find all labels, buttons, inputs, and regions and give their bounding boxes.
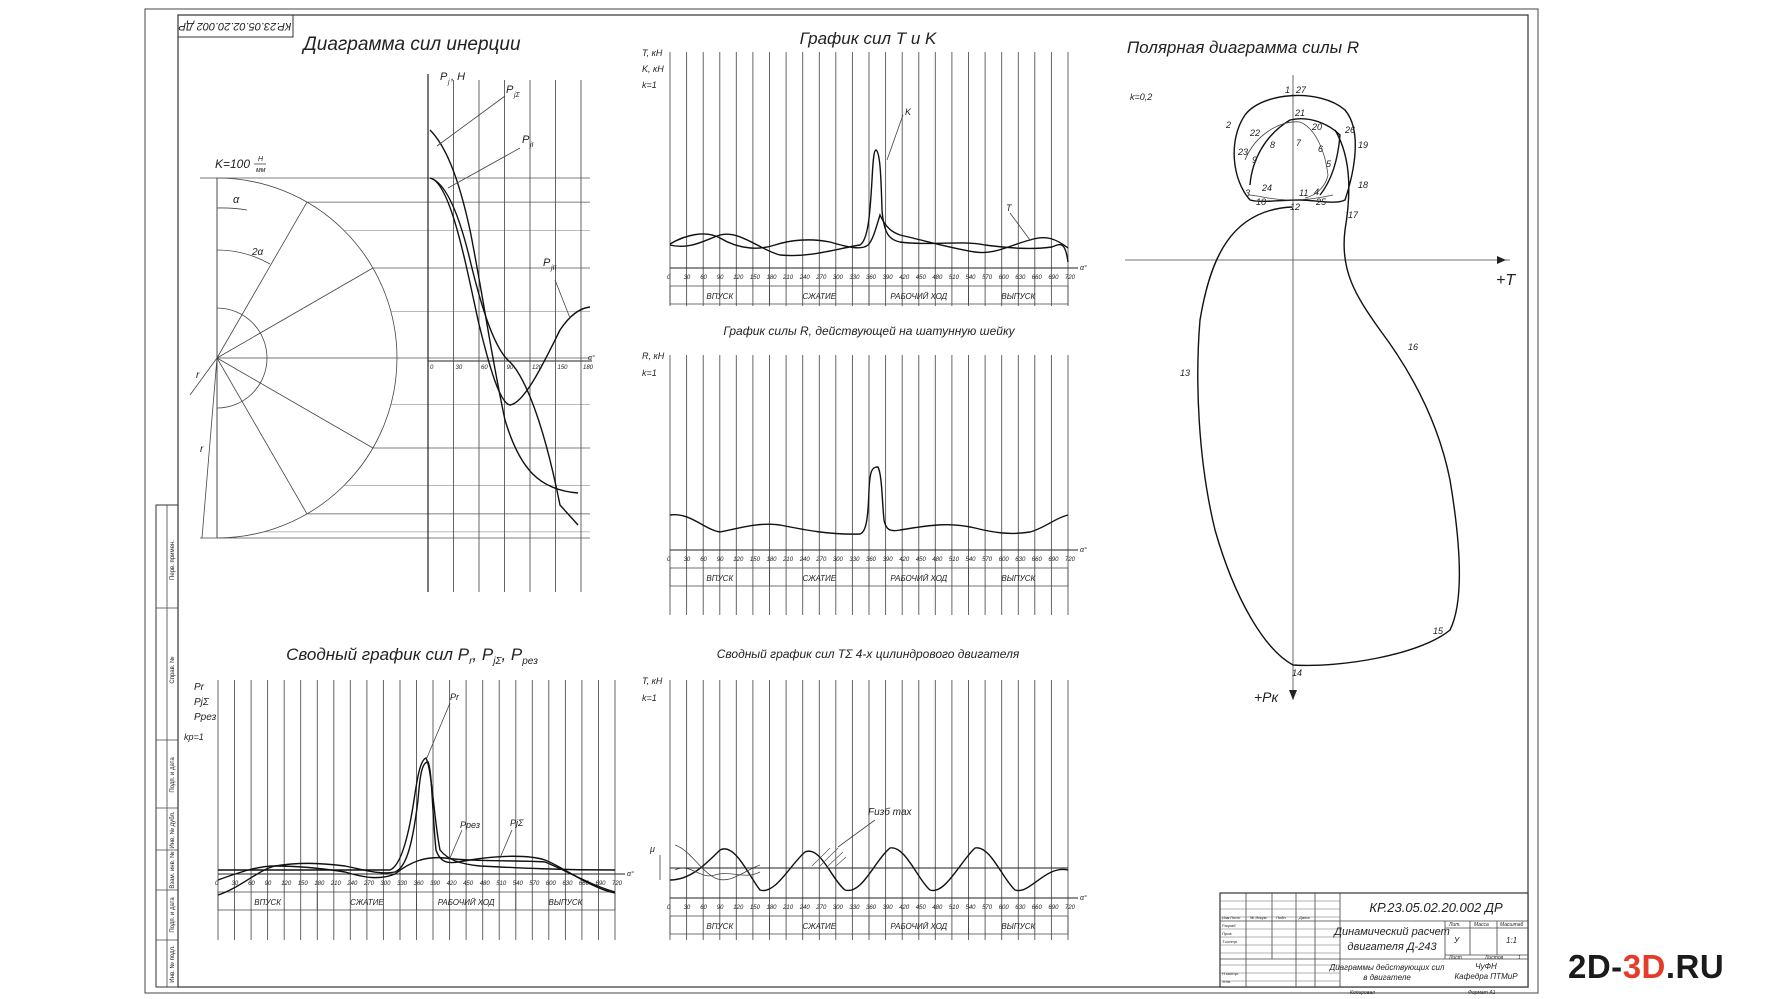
summary-axis-end: α°	[627, 871, 634, 878]
tb-role-nkontr: Н.контр.	[1222, 971, 1239, 976]
tk-tick: 630	[1015, 275, 1026, 281]
polar-pt-2: 2	[1226, 120, 1232, 130]
summary-phase: ВПУСК	[254, 898, 281, 907]
t4-ylabel-t: T, кН	[642, 676, 663, 686]
tk-tick: 540	[965, 275, 976, 281]
side-stamp-4: Инв. № дубл.	[170, 811, 176, 849]
summary-tick: 480	[479, 881, 490, 887]
r-ylabel-scale: k=1	[642, 368, 657, 378]
r-tick: 240	[799, 557, 810, 563]
tb-name1: Динамический расчет	[1334, 926, 1450, 938]
t4-tick: 120	[733, 905, 744, 911]
summary-tick: 540	[512, 881, 523, 887]
summary-title: Сводный график сил $P_r$, $P_{j\Sigma}$, $P_{рез}$	[286, 645, 538, 667]
tb-sheet-label: Лист	[1449, 955, 1462, 961]
tk-phase: ВЫПУСК	[1001, 292, 1036, 301]
tb-org1: ЧуФН	[1475, 962, 1497, 971]
inertia-r2: r	[200, 444, 204, 455]
tb-sheets: 1	[1518, 955, 1521, 961]
tb-scale: 1:1	[1506, 936, 1518, 945]
inertia-k-label: K=100	[215, 157, 251, 171]
tk-phase: СЖАТИЕ	[802, 292, 837, 301]
side-stamp-1: Перв. примен.	[170, 540, 176, 580]
code-stamp-text: КР.23.05.02.20.002 ДР	[178, 20, 292, 33]
summary-tick: 120	[281, 881, 292, 887]
inertia-tick: 150	[557, 365, 568, 371]
summary-tick: 300	[380, 881, 391, 887]
r-phase: ВЫПУСК	[1001, 574, 1036, 583]
tk-tick: 600	[998, 275, 1009, 281]
polar-pt-4: 4	[1314, 187, 1320, 197]
watermark-left: 2D-	[1568, 948, 1623, 985]
polar-pt-20: 20	[1312, 122, 1323, 132]
watermark-right: .RU	[1665, 948, 1725, 985]
polar-title: Полярная диаграмма силы R	[1126, 38, 1360, 57]
polar-pt-10: 10	[1256, 197, 1267, 207]
watermark-mid: 3D	[1622, 948, 1666, 985]
t4-phase: ВЫПУСК	[1001, 922, 1036, 931]
tk-ylabel-t: T, кН	[642, 48, 663, 58]
tb-name2: двигателя Д-243	[1347, 941, 1437, 953]
tk-title: График сил T и K	[799, 29, 937, 48]
tb-scale-h: Масштаб	[1500, 922, 1524, 928]
inertia-tick: 180	[583, 365, 594, 371]
r-tick: 450	[915, 557, 926, 563]
t4-tick: 570	[982, 905, 993, 911]
t4-mu-label: μ	[650, 844, 655, 854]
summary-tick: 240	[347, 881, 358, 887]
t4-tick: 330	[849, 905, 860, 911]
summary-ylabel-pres: Pрез	[194, 712, 217, 723]
r-tick: 90	[716, 557, 724, 563]
r-phase: ВПУСК	[706, 574, 734, 583]
tb-copied: Копировал	[1350, 990, 1375, 996]
r-tick: 270	[816, 557, 827, 563]
r-tick: 360	[866, 557, 877, 563]
summary-tick: 0	[215, 881, 219, 887]
polar-pt-27: 27	[1296, 85, 1307, 95]
r-tick: 660	[1031, 557, 1042, 563]
t4-tick: 90	[716, 905, 724, 911]
title-block	[1220, 893, 1528, 996]
summary-tick: 660	[578, 881, 589, 887]
inertia-k-unit-den: мм	[256, 167, 266, 174]
t4-axis-end: α°	[1080, 895, 1087, 902]
summary-ylabel-scale: kp=1	[184, 732, 204, 742]
polar-k-label: k=0,2	[1130, 92, 1153, 102]
tb-code: КР.23.05.02.20.002 ДР	[1369, 900, 1503, 915]
r-tick: 330	[849, 557, 860, 563]
r-axis-end: α°	[1080, 547, 1087, 554]
tk-ylabel-scale: k=1	[642, 80, 657, 90]
r-tick: 300	[832, 557, 843, 563]
tb-sheets-label: Листов	[1485, 955, 1504, 961]
inertia-axis-end: α°	[588, 355, 595, 362]
inertia-tick: 60	[481, 365, 488, 371]
r-tick: 0	[667, 557, 671, 563]
tk-tick: 240	[799, 275, 810, 281]
t4-title: Сводный график сил TΣ 4-х цилиндрового двигателя	[716, 647, 1020, 661]
outer-frame	[145, 9, 1538, 993]
tk-curve-t-label: T	[1006, 203, 1012, 213]
tb-org2: Кафедра ПТМиР	[1454, 972, 1518, 981]
tk-tick: 660	[1031, 275, 1042, 281]
tb-row-date: Дата	[1299, 915, 1310, 920]
summary-tick: 420	[446, 881, 457, 887]
r-tick: 690	[1048, 557, 1059, 563]
tk-tick: 390	[882, 275, 893, 281]
side-stamp-5: Взам. инв. №	[170, 851, 176, 889]
r-tick: 390	[882, 557, 893, 563]
r-tick: 180	[766, 557, 777, 563]
tk-tick: 450	[915, 275, 926, 281]
tk-tick: 420	[899, 275, 910, 281]
site-watermark	[1568, 948, 1724, 986]
r-tick: 600	[998, 557, 1009, 563]
polar-pt-23: 23	[1238, 147, 1249, 157]
inertia-pj-axis: P	[440, 71, 448, 83]
polar-pt-5: 5	[1326, 159, 1332, 169]
polar-pt-14: 14	[1292, 668, 1303, 678]
summary-phase: СЖАТИЕ	[350, 898, 384, 907]
tk-phase: РАБОЧИЙ ХОД	[890, 292, 948, 301]
r-tick: 480	[932, 557, 943, 563]
polar-pt-19: 19	[1358, 140, 1369, 150]
summary-curve-pr-label: Pr	[450, 692, 459, 702]
tb-role-prov: Пров.	[1222, 931, 1233, 936]
tk-tick: 330	[849, 275, 860, 281]
tk-tick: 720	[1065, 275, 1076, 281]
t4-tick: 0	[667, 905, 671, 911]
tb-sheet-name1: Диаграммы действующих сил	[1329, 963, 1445, 972]
t4-tick: 600	[998, 905, 1009, 911]
summary-tick: 570	[529, 881, 540, 887]
polar-pt-11: 11	[1299, 188, 1309, 198]
inertia-r1: r	[196, 370, 200, 381]
summary-tick: 30	[231, 881, 239, 887]
tk-tick: 120	[733, 275, 744, 281]
t4-phase: ВПУСК	[706, 922, 734, 931]
polar-pt-26: 26	[1345, 125, 1356, 135]
t4-tick: 540	[965, 905, 976, 911]
summary-tick: 510	[496, 881, 507, 887]
r-ylabel-r: R, кН	[642, 351, 665, 361]
r-tick: 630	[1015, 557, 1026, 563]
r-tick: 60	[700, 557, 707, 563]
inertia-pj-axis-tail: , Н	[451, 71, 466, 83]
polar-pt-24: 24	[1262, 183, 1273, 193]
tb-row-sign: Подп.	[1276, 915, 1287, 920]
summary-curve-pjs-label: PjΣ	[510, 818, 524, 828]
tb-lit-h: Лит.	[1449, 922, 1461, 928]
r-tick: 510	[948, 557, 959, 563]
summary-tick: 60	[248, 881, 255, 887]
polar-pt-6: 6	[1318, 144, 1324, 154]
inertia-title: Диаграмма сил инерции	[303, 34, 521, 55]
tk-tick: 180	[766, 275, 777, 281]
polar-axis-pk: +Pк	[1254, 689, 1279, 705]
r-phase: СЖАТИЕ	[802, 574, 837, 583]
tk-ylabel-k: K, кН	[642, 64, 664, 74]
tk-tick: 570	[982, 275, 993, 281]
t4-tick: 660	[1031, 905, 1042, 911]
t4-f-label: Fизб max	[868, 807, 912, 818]
r-phase: РАБОЧИЙ ХОД	[890, 574, 948, 583]
inertia-tick: 0	[430, 365, 434, 371]
polar-pt-16: 16	[1408, 342, 1419, 352]
t4-phase: СЖАТИЕ	[802, 922, 837, 931]
polar-pt-12: 12	[1290, 202, 1301, 212]
t4-tick: 210	[783, 905, 794, 911]
polar-pt-8: 8	[1270, 140, 1276, 150]
t4-tick: 390	[882, 905, 893, 911]
polar-pt-9: 9	[1252, 155, 1258, 165]
tk-tick: 480	[932, 275, 943, 281]
polar-pt-7: 7	[1296, 138, 1302, 148]
r-tick: 120	[733, 557, 744, 563]
t4-tick: 450	[915, 905, 926, 911]
summary-phase: РАБОЧИЙ ХОД	[437, 898, 495, 907]
tb-role-utv: Утв.	[1222, 979, 1232, 984]
polar-pt-13: 13	[1180, 368, 1191, 378]
tk-tick: 360	[866, 275, 877, 281]
tb-row-doc: № докум.	[1250, 915, 1268, 920]
inertia-pj-axis-sub: j	[448, 79, 450, 86]
r-tick: 210	[783, 557, 794, 563]
inertia-k-unit-num: Н	[258, 156, 264, 163]
t4-tick: 360	[866, 905, 877, 911]
tb-row-list: Лист	[1230, 915, 1241, 920]
polar-pt-18: 18	[1358, 180, 1369, 190]
summary-tick: 360	[413, 881, 424, 887]
t4-tick: 30	[683, 905, 691, 911]
inertia-tick: 30	[455, 365, 463, 371]
tb-role-razrab: Разраб.	[1222, 923, 1237, 928]
tb-format: Формат А1	[1468, 990, 1496, 996]
polar-axis-t: +T	[1496, 272, 1516, 289]
tb-role-tkontr: Т.контр.	[1222, 939, 1239, 944]
summary-tick: 630	[562, 881, 573, 887]
summary-tick: 450	[463, 881, 474, 887]
polar-pt-1: 1	[1285, 85, 1291, 95]
summary-ylabel-pjs: PjΣ	[194, 697, 209, 708]
tk-axis-end: α°	[1080, 265, 1087, 272]
summary-tick: 720	[612, 881, 623, 887]
inertia-curve-pj2-sub: jII	[551, 265, 557, 272]
tk-tick: 210	[783, 275, 794, 281]
summary-tick: 330	[397, 881, 408, 887]
r-tick: 420	[899, 557, 910, 563]
summary-tick: 690	[595, 881, 606, 887]
side-stamp-7: Инв. № подл.	[170, 945, 176, 983]
t4-tick: 270	[816, 905, 827, 911]
inertia-alpha: α	[233, 194, 240, 206]
summary-tick: 90	[264, 881, 272, 887]
inertia-curve-pj1-sub: jI	[530, 142, 534, 149]
summary-tick: 270	[363, 881, 374, 887]
summary-curve-pres-label: Pрез	[460, 820, 481, 830]
tk-tick: 30	[683, 275, 691, 281]
inertia-curve-psum-sub: jΣ	[514, 92, 520, 99]
tk-tick: 90	[716, 275, 724, 281]
summary-tick: 180	[314, 881, 325, 887]
polar-pt-22: 22	[1250, 128, 1261, 138]
tk-tick: 690	[1048, 275, 1059, 281]
side-stamp-6: Подп. и дата	[170, 897, 176, 933]
summary-ylabel-pr: Pr	[194, 682, 204, 693]
t4-tick: 240	[799, 905, 810, 911]
r-tick: 30	[683, 557, 691, 563]
polar-pt-21: 21	[1295, 108, 1306, 118]
summary-tick: 210	[330, 881, 341, 887]
t4-ylabel-scale: k=1	[642, 693, 657, 703]
r-title: График силы R, действующей на шатунную шейку	[723, 324, 1015, 338]
r-tick: 150	[749, 557, 760, 563]
tk-tick: 0	[667, 275, 671, 281]
r-tick: 570	[982, 557, 993, 563]
r-tick: 540	[965, 557, 976, 563]
inertia-tick: 120	[532, 365, 543, 371]
t4-tick: 420	[899, 905, 910, 911]
t4-tick: 690	[1048, 905, 1059, 911]
tk-tick: 270	[816, 275, 827, 281]
t4-tick: 630	[1015, 905, 1026, 911]
tb-row-izm: Изм	[1222, 915, 1230, 920]
t4-tick: 60	[700, 905, 707, 911]
t4-tick: 300	[832, 905, 843, 911]
t4-tick: 510	[948, 905, 959, 911]
t4-tick: 720	[1065, 905, 1076, 911]
side-stamp-2: Справ. №	[170, 656, 176, 684]
tk-curve-k-label: K	[905, 107, 912, 117]
t4-tick: 480	[932, 905, 943, 911]
r-tick: 720	[1065, 557, 1076, 563]
t4-tick: 180	[766, 905, 777, 911]
side-stamp-3: Подп. и дата	[170, 757, 176, 793]
summary-tick: 600	[545, 881, 556, 887]
inertia-curve-pj2: P	[543, 257, 551, 269]
summary-tick: 390	[430, 881, 441, 887]
inertia-curve-pj1: P	[522, 134, 530, 146]
tb-mass-h: Масса	[1474, 922, 1489, 928]
t4-phase: РАБОЧИЙ ХОД	[890, 922, 948, 931]
tb-sheet-name2: в двигателе	[1363, 973, 1411, 982]
t4-tick: 150	[749, 905, 760, 911]
tk-tick: 60	[700, 275, 707, 281]
polar-pt-3: 3	[1245, 188, 1251, 198]
inertia-two-alpha: 2α	[252, 247, 264, 258]
polar-pt-25: 25	[1316, 197, 1327, 207]
polar-pt-15: 15	[1433, 626, 1444, 636]
inertia-curve-psum: P	[506, 84, 514, 96]
tk-tick: 300	[832, 275, 843, 281]
tb-lit: У	[1454, 936, 1460, 945]
tk-tick: 510	[948, 275, 959, 281]
inertia-tick: 90	[506, 365, 514, 371]
polar-pt-17: 17	[1348, 210, 1359, 220]
tk-phase: ВПУСК	[706, 292, 734, 301]
summary-tick: 150	[297, 881, 308, 887]
summary-phase: ВЫПУСК	[548, 898, 583, 907]
tk-tick: 150	[749, 275, 760, 281]
